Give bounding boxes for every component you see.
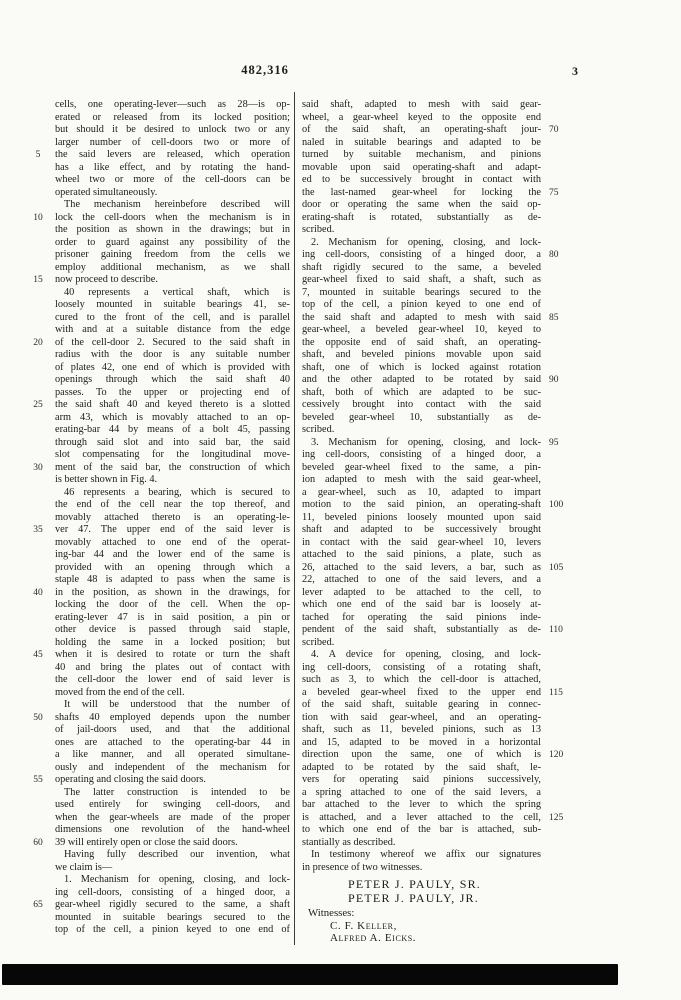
line-text: in presence of two witnesses.: [302, 861, 423, 873]
text-line: [55, 437, 290, 450]
text-line: [302, 737, 541, 750]
line-text: pendent of the said shaft, substantially as de-: [302, 624, 541, 635]
line-text: door or operating the same when the said op-: [302, 199, 541, 210]
line-text: order to guard against any possibility of the: [55, 236, 290, 248]
line-text: a beveled gear-wheel fixed to the upper end: [302, 686, 541, 698]
line-text: loosely mounted in suitable bearings 41, se-: [55, 299, 290, 310]
text-line: [302, 612, 541, 625]
line-text: passes. To the upper or projecting end of: [55, 386, 290, 398]
text-line: [302, 649, 541, 662]
text-line: [55, 112, 290, 125]
line-text: tion with said gear-wheel, and an operating-: [302, 711, 541, 723]
text-line: [302, 362, 541, 375]
line-text: turned by suitable mechanism, and pinions: [302, 149, 541, 160]
text-line: [55, 574, 290, 587]
line-text: prisoner gaining freedom from the cells we: [55, 249, 290, 260]
line-number: 50: [33, 712, 43, 723]
witness-eicks: Alfred A. Eicks.: [330, 932, 417, 944]
text-line: [33, 274, 290, 287]
text-line: [302, 387, 541, 400]
line-number: 85: [549, 312, 559, 323]
line-text: of plates 42, one end of which is provided with: [55, 361, 290, 373]
line-text: shaft rigidly secured to the same, a beveled: [302, 261, 541, 273]
line-text: 2. Mechanism for opening, closing, and lock-: [311, 236, 541, 248]
text-line: [302, 824, 541, 837]
line-text: the said levers are released, which operation: [55, 149, 290, 160]
text-line: [302, 811, 564, 825]
text-line: [302, 237, 541, 250]
line-number: 65: [33, 900, 43, 910]
line-text: in the position, as shown in the drawings, for: [55, 586, 290, 598]
line-text: tached for operating the said pinions inde-: [302, 611, 541, 623]
text-line: [302, 249, 559, 262]
line-text: in contact with the said gear-wheel 10, levers: [302, 536, 541, 548]
line-text: the said shaft and adapted to mesh with said: [302, 311, 541, 323]
text-line: [33, 899, 290, 912]
line-number: 15: [33, 275, 43, 285]
text-line: [302, 799, 541, 812]
line-text: the said shaft 40 and keyed thereto is a slotted: [55, 399, 290, 410]
text-line: [55, 699, 290, 712]
line-text: ed to be successively brought in contact with: [302, 174, 541, 185]
text-line: [302, 524, 541, 537]
line-text: other device is passed through said staple,: [55, 624, 290, 635]
text-line: [55, 199, 290, 212]
text-line: [55, 324, 290, 337]
line-text: which one end of the said bar is loosely at-: [302, 599, 541, 610]
text-line: [302, 686, 563, 700]
text-line: [302, 462, 541, 475]
text-line: [55, 124, 290, 137]
line-text: and 15, adapted to be moved in a horizontal: [302, 736, 541, 748]
text-line: [302, 137, 541, 150]
text-line: [55, 424, 290, 437]
line-number: 20: [33, 337, 43, 348]
text-line: [55, 374, 290, 387]
line-text: a gear-wheel, such as 10, adapted to impart: [302, 486, 541, 498]
line-number: 125: [549, 812, 564, 823]
text-line: [302, 149, 541, 162]
line-text: the end of the cell near the top thereof, and: [55, 499, 290, 510]
line-text: shaft, and beveled pinions movable upon said: [302, 349, 541, 360]
line-text: but should it be desired to unlock two or any: [55, 124, 290, 135]
text-line: [55, 312, 290, 325]
line-number: 115: [549, 687, 563, 698]
text-line: [302, 299, 541, 312]
line-text: and the other adapted to be rotated by said: [302, 374, 541, 385]
text-line: [302, 162, 541, 175]
line-text: with and at a suitable distance from the edge: [55, 324, 290, 335]
line-text: said shaft, adapted to mesh with said gear-: [302, 99, 541, 110]
line-number: 75: [549, 187, 559, 198]
line-text: shaft, one of which is locked against rotation: [302, 361, 541, 373]
text-line: [302, 212, 541, 225]
line-text: when it is desired to rotate or turn the shaft: [55, 649, 290, 660]
line-text: of jail-doors used, and that the additional: [55, 724, 290, 735]
text-line: [302, 574, 541, 587]
text-line: [55, 749, 290, 762]
line-number: 60: [33, 837, 43, 848]
text-line: [55, 687, 290, 700]
text-line: [55, 349, 290, 362]
line-text: 4. A device for opening, closing, and lock-: [311, 649, 541, 660]
text-line: [55, 474, 290, 487]
line-text: such as 3, to which the cell-door is attached,: [302, 674, 541, 685]
text-line: [55, 787, 290, 800]
line-number: 80: [549, 250, 559, 260]
text-line: [302, 674, 541, 687]
line-text: holding the same in a locked position; but: [55, 636, 290, 648]
text-line: [302, 449, 541, 462]
line-text: Having fully described our invention, what: [64, 849, 290, 860]
line-text: gear-wheel fixed to said shaft, a shaft, such as: [302, 274, 541, 285]
line-number: 25: [33, 400, 43, 410]
line-text: to which one end of the bar is attached, sub-: [302, 824, 541, 835]
line-text: radius with the door is any suitable number: [55, 349, 290, 360]
line-text: of the cell-door 2. Secured to the said shaft in: [55, 336, 290, 348]
line-text: gear-wheel, a beveled gear-wheel 10, keyed to: [302, 324, 541, 335]
text-line: [55, 612, 290, 625]
text-line: [302, 274, 541, 287]
line-text: of the said shaft, suitable gearing in connec-: [302, 699, 541, 710]
scan-artifact-bar: [2, 964, 618, 985]
text-line: [302, 499, 564, 512]
line-text: cured to the front of the cell, and is parallel: [55, 311, 290, 323]
line-number: 45: [33, 650, 43, 660]
text-line: [302, 637, 541, 650]
text-line: [302, 174, 541, 187]
line-text: The mechanism hereinbefore described will: [64, 199, 290, 210]
text-line: [55, 637, 290, 650]
text-line: [302, 862, 541, 875]
signature-block: [302, 877, 541, 905]
text-line: [55, 799, 290, 812]
line-text: a spring attached to one of the said levers, a: [302, 786, 541, 798]
line-text: locking the door of the cell. When the op-: [55, 599, 290, 610]
line-text: beveled gear-wheel 10, substantially as de-: [302, 411, 541, 423]
line-text: The latter construction is intended to be: [64, 786, 290, 798]
text-line: [302, 436, 559, 450]
text-line: [33, 524, 290, 537]
text-line: [55, 387, 290, 400]
line-text: cells, one operating-lever—such as 28—is op-: [55, 99, 290, 110]
text-line: [302, 724, 541, 737]
line-text: shafts 40 employed depends upon the number: [55, 711, 290, 723]
right-column-lines: [302, 99, 564, 874]
line-text: staple 48 is adapted to pass when the same is: [55, 574, 290, 585]
text-line: [55, 262, 290, 275]
line-number: 70: [549, 125, 559, 135]
line-text: erating-lever 47 is in said position, a pin or: [55, 611, 290, 623]
line-text: moved from the end of the cell.: [55, 686, 185, 698]
page-number: 3: [572, 64, 578, 78]
text-line: [55, 599, 290, 612]
text-line: [55, 237, 290, 250]
text-line: [302, 124, 559, 137]
line-text: adapted to be rotated by the said shaft, le-: [302, 761, 541, 773]
line-number: 95: [549, 437, 559, 448]
text-line: [302, 837, 541, 850]
line-text: 40 represents a vertical shaft, which is: [64, 286, 290, 298]
line-text: ously and independent of the mechanism for: [55, 761, 290, 773]
line-text: bar attached to the lever to which the spring: [302, 799, 541, 810]
line-text: through said slot and into said bar, the said: [55, 436, 290, 448]
line-number: 10: [33, 212, 43, 223]
text-line: [55, 887, 290, 900]
line-number: 55: [33, 775, 43, 785]
text-line: [33, 774, 290, 787]
text-line: [33, 336, 290, 350]
line-text: the position as shown in the drawings; but in: [55, 224, 290, 235]
text-line: [302, 599, 541, 612]
text-line: [302, 712, 541, 725]
text-line: [55, 862, 290, 875]
line-text: the opposite end of said shaft, an operating-: [302, 336, 541, 348]
text-line: [302, 374, 559, 387]
line-text: ing cell-doors, consisting of a hinged door, a: [55, 886, 290, 898]
line-text: is better shown in Fig. 4.: [55, 474, 158, 485]
line-text: 1. Mechanism for opening, closing, and lock-: [64, 874, 290, 885]
text-line: [55, 562, 290, 575]
text-line: [55, 724, 290, 737]
right-column: [302, 99, 564, 945]
text-line: [302, 662, 541, 675]
line-number: 120: [549, 750, 564, 760]
text-line: [302, 787, 541, 800]
line-number: 5: [35, 150, 41, 160]
line-text: top of the cell, a pinion keyed to one end of: [55, 924, 290, 935]
text-line: [55, 499, 290, 512]
text-line: [302, 487, 541, 500]
text-line: [302, 587, 541, 600]
witness-keller: C. F. Keller,: [330, 919, 397, 932]
text-line: [33, 836, 290, 850]
text-line: [55, 174, 290, 187]
text-line: [55, 824, 290, 837]
line-text: provided with an opening through which a: [55, 561, 290, 573]
text-line: [302, 412, 541, 425]
line-text: openings through which the said shaft 40: [55, 374, 290, 385]
line-text: motion to the said pinion, an operating-shaft: [302, 499, 541, 510]
text-line: [55, 487, 290, 500]
line-text: when the gear-wheels are made of the proper: [55, 811, 290, 823]
line-text: lever adapted to be attached to the cell, to: [302, 586, 541, 598]
patent-number: 482,316: [241, 63, 289, 77]
line-text: has a like effect, and by rotating the hand-: [55, 161, 290, 173]
line-text: ing cell-doors, consisting of a rotating shaft,: [302, 661, 541, 673]
line-number: 40: [33, 587, 43, 598]
line-text: 26, attached to the said levers, a bar, such as: [302, 561, 541, 573]
text-line: [302, 762, 541, 775]
line-text: movably attached to one end of the operat-: [55, 536, 290, 548]
line-text: 40 and bring the plates out of contact with: [55, 661, 290, 673]
text-line: [55, 762, 290, 775]
signature-pauly-jr: PETER J. PAULY, JR.: [348, 891, 479, 905]
text-line: [33, 649, 290, 662]
line-text: scribed.: [302, 424, 335, 435]
text-line: [302, 474, 541, 487]
text-line: [302, 311, 559, 325]
text-line: [302, 262, 541, 275]
text-line: [302, 199, 541, 212]
left-column: [33, 99, 290, 937]
text-line: [33, 586, 290, 600]
text-line: [302, 549, 541, 562]
line-number: 105: [549, 562, 564, 573]
text-line: [55, 137, 290, 150]
line-text: movable upon said operating-shaft and adapt-: [302, 161, 541, 173]
line-text: shaft and adapted to be successively brought: [302, 524, 541, 535]
text-line: [33, 399, 290, 412]
text-line: [55, 674, 290, 687]
text-line: [302, 186, 559, 200]
text-line: [302, 749, 564, 762]
line-text: gear-wheel rigidly secured to the same, a shaft: [55, 899, 290, 910]
text-line: [302, 337, 541, 350]
text-line: [55, 449, 290, 462]
text-line: [302, 537, 541, 550]
witnesses-label: Witnesses:: [308, 907, 355, 919]
line-text: ing cell-doors, consisting of a hinged door, a: [302, 249, 541, 260]
text-line: [55, 624, 290, 637]
line-number: 35: [33, 525, 43, 535]
line-text: 3. Mechanism for opening, closing, and lock-: [311, 436, 541, 448]
line-text: ones are attached to the operating-bar 44 in: [55, 736, 290, 748]
line-text: lock the cell-doors when the mechanism is in: [55, 211, 290, 223]
line-text: In testimony whereof we affix our signatures: [311, 849, 541, 860]
text-line: [302, 224, 541, 237]
line-text: is attached, and a lever attached to the cell,: [302, 811, 541, 823]
text-line: [302, 287, 541, 300]
text-line: [302, 99, 541, 112]
text-line: [55, 912, 290, 925]
signature-pauly-sr: PETER J. PAULY, SR.: [348, 877, 481, 891]
text-line: [35, 149, 290, 162]
line-text: naled in suitable bearings and adapted to be: [302, 136, 541, 148]
text-line: [55, 412, 290, 425]
line-text: 46 represents a bearing, which is secured to: [64, 486, 290, 498]
line-text: ing-bar 44 and the lower end of the same is: [55, 549, 290, 560]
text-line: [33, 211, 290, 225]
line-text: the last-named gear-wheel for locking the: [302, 186, 541, 198]
line-text: scribed.: [302, 636, 335, 648]
text-line: [302, 324, 541, 337]
line-text: vers for operating said pinions successively,: [302, 774, 541, 785]
line-text: shaft, such as 11, beveled pinions, such as 13: [302, 724, 541, 735]
text-line: [55, 99, 290, 112]
text-line: [302, 699, 541, 712]
line-number: 90: [549, 375, 559, 385]
line-text: of the said shaft, an operating-shaft jour-: [302, 124, 541, 135]
line-text: operated simultaneously.: [55, 186, 158, 198]
line-text: erated or released from its locked position;: [55, 111, 290, 123]
line-text: ing cell-doors, consisting of a hinged door, a: [302, 449, 541, 460]
column-divider: [294, 92, 295, 945]
line-text: stantially as described.: [302, 836, 396, 848]
line-text: now proceed to describe.: [55, 274, 158, 285]
line-number: 110: [549, 625, 563, 635]
text-line: [55, 924, 290, 937]
line-text: movably attached thereto is an operating-le-: [55, 511, 290, 523]
text-line: [55, 287, 290, 300]
line-text: 39 will entirely open or close the said doors.: [55, 836, 238, 848]
text-line: [302, 424, 541, 437]
text-line: [55, 662, 290, 675]
line-text: dimensions one revolution of the hand-wheel: [55, 824, 290, 835]
line-text: mounted in suitable bearings secured to the: [55, 911, 290, 923]
text-line: [55, 737, 290, 750]
line-text: wheel two or more of the cell-doors can be: [55, 174, 290, 185]
line-number: 100: [549, 500, 564, 510]
text-line: [55, 249, 290, 262]
line-text: 22, attached to one of the said levers, and a: [302, 574, 541, 585]
text-line: [55, 187, 290, 200]
text-line: [55, 224, 290, 237]
line-text: we claim is—: [55, 861, 113, 873]
text-line: [302, 112, 541, 125]
text-line: [302, 561, 564, 575]
line-text: a like manner, and all operated simultane-: [55, 749, 290, 760]
text-line: [302, 774, 541, 787]
text-line: [55, 299, 290, 312]
text-line: [302, 349, 541, 362]
line-text: beveled gear-wheel fixed to the same, a pin-: [302, 461, 541, 473]
text-line: [55, 537, 290, 550]
line-text: cessively brought into contact with the said: [302, 399, 541, 410]
line-number: 30: [33, 462, 43, 473]
line-text: larger number of cell-doors two or more of: [55, 136, 290, 148]
line-text: shaft, both of which are adapted to be suc-: [302, 386, 541, 398]
text-line: [55, 362, 290, 375]
line-text: erating-bar 44 by means of a bolt 45, passing: [55, 424, 290, 435]
line-text: wheel, a gear-wheel keyed to the opposite end: [302, 111, 541, 123]
text-line: [302, 849, 541, 862]
line-text: direction upon the same, one of which is: [302, 749, 541, 760]
line-text: top of the cell, a pinion keyed to one end of: [302, 299, 541, 310]
text-line: [302, 399, 541, 412]
line-text: attached to the said pinions, a plate, such as: [302, 549, 541, 560]
line-text: 7, mounted in suitable bearings secured to the: [302, 286, 541, 298]
line-text: 11, beveled pinions loosely mounted upon said: [302, 511, 541, 523]
line-text: arm 43, which is movably attached to an op-: [55, 411, 290, 423]
text-line: [302, 624, 563, 637]
line-text: used entirely for swinging cell-doors, and: [55, 799, 290, 810]
text-line: [55, 162, 290, 175]
text-line: [55, 849, 290, 862]
line-text: the cell-door the lower end of said lever is: [55, 674, 290, 685]
text-line: [55, 812, 290, 825]
line-text: ment of the said bar, the construction of which: [55, 461, 290, 473]
line-text: employ additional mechanism, as we shall: [55, 261, 290, 273]
line-text: slot compensating for the longitudinal move-: [55, 449, 290, 460]
text-line: [55, 549, 290, 562]
text-line: [55, 874, 290, 887]
line-text: scribed.: [302, 224, 335, 235]
line-text: ion adapted to mesh with the said gear-wheel,: [302, 474, 541, 485]
line-text: It will be understood that the number of: [64, 699, 290, 710]
text-line: [33, 711, 290, 725]
line-text: ver 47. The upper end of the said lever is: [55, 524, 290, 535]
text-line: [302, 512, 541, 525]
text-line: [55, 512, 290, 525]
line-text: operating and closing the said doors.: [55, 774, 206, 785]
line-text: erating-shaft is rotated, substantially as de-: [302, 211, 541, 223]
text-line: [33, 461, 290, 475]
